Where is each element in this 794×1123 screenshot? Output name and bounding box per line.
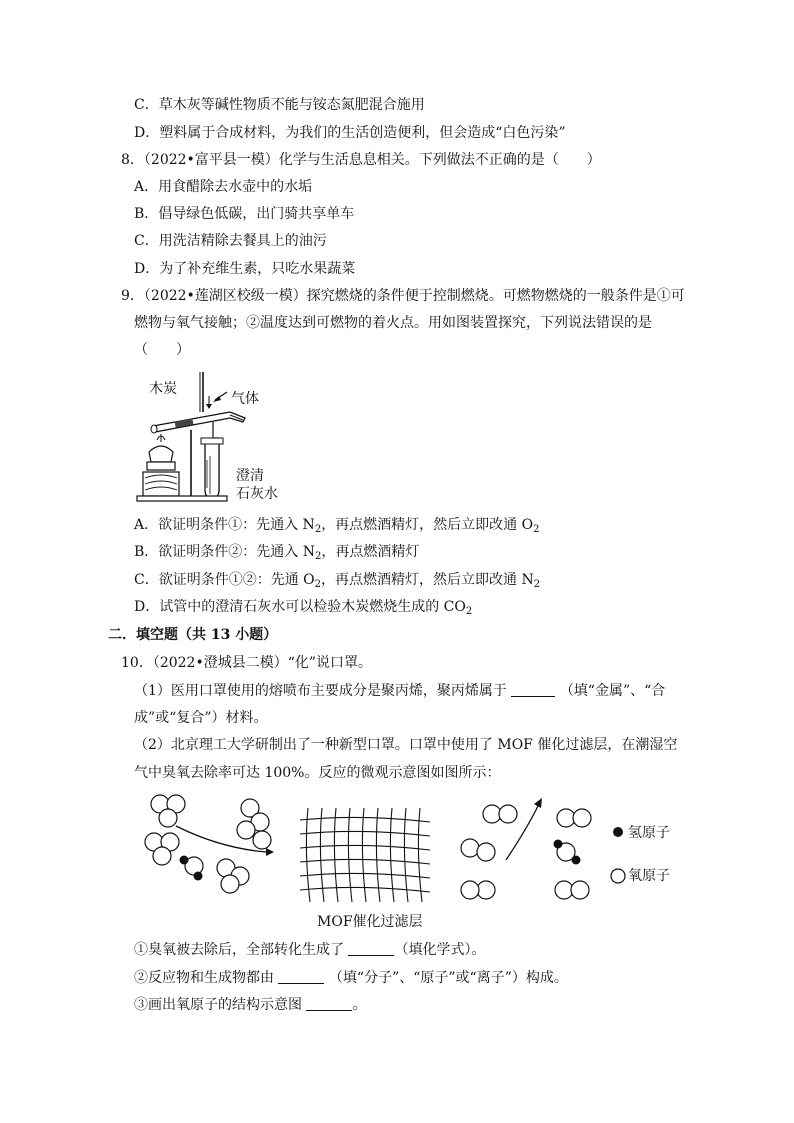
legend-hydrogen-swatch — [613, 827, 623, 837]
q10-part1: （1）医用口罩使用的熔喷布主要成分是聚丙烯，聚丙烯属于 （填“金属”、“合 — [134, 683, 666, 699]
q8-option-c: C．用洗洁精除去餐具上的油污 — [134, 233, 327, 249]
label-gas: 气体 — [231, 391, 259, 407]
q10-part2-line1: （2）北京理工大学研制出了一种新型口罩。口罩中使用了 MOF 催化过滤层，在潮湿空 — [134, 737, 678, 753]
section-title-fill-in: 二．填空题（共 13 小题） — [108, 627, 278, 643]
q9-option-d: D．试管中的澄清石灰水可以检验木炭燃烧生成的 $CO_2$ — [134, 599, 473, 617]
figure-caption-mof: MOF催化过滤层 — [317, 914, 423, 930]
label-charcoal: 木炭 — [149, 381, 177, 397]
q9-stem-line3: （ ） — [134, 342, 190, 358]
q7-option-c: C．草木灰等碱性物质不能与铵态氮肥混合施用 — [134, 97, 425, 113]
q9-option-c: C．欲证明条件①②：先通 $O_2$，再点燃酒精灯，然后立即改通 $N_2$ — [134, 572, 541, 590]
q10-stem: 10．（2022•澄城县二模）“化”说口罩。 — [121, 655, 373, 671]
label-limewater-line2: 石灰水 — [236, 486, 278, 502]
legend-oxygen-label: 氧原子 — [628, 868, 670, 884]
q9-stem-line2: 燃物与氧气接触；②温度达到可燃物的着火点。用如图装置探究，下列说法错误的是 — [134, 315, 652, 331]
legend-hydrogen-label: 氢原子 — [628, 825, 670, 841]
q9-stem-line1: 9．（2022•莲湖区校级一模）探究燃烧的条件便于控制燃烧。可燃物燃烧的一般条件是①可 — [121, 288, 685, 304]
q10-part2-line2: 气中臭氧去除率可达 100%。反应的微观示意图如图所示： — [134, 765, 501, 781]
q10-part1-line2: 成”或“复合”）材料。 — [134, 710, 268, 726]
q9-option-b: B．欲证明条件②：先通入 $N_2$，再点燃酒精灯 — [134, 544, 420, 562]
q10-sub2: ②反应物和生成物都由 （填“分子”、“原子”或“离子”）构成。 — [134, 970, 568, 986]
label-limewater-line1: 澄清 — [236, 468, 264, 484]
q10-sub3: ③画出氧原子的结构示意图 。 — [134, 997, 367, 1013]
legend-oxygen-swatch — [611, 869, 625, 883]
answer-blank[interactable] — [511, 696, 555, 697]
q8-option-a: A．用食醋除去水壶中的水垢 — [134, 179, 313, 195]
answer-blank[interactable] — [348, 955, 394, 956]
answer-blank[interactable] — [278, 983, 324, 984]
answer-blank[interactable] — [306, 1010, 352, 1011]
q8-stem: 8．（2022•富平县一模）化学与生活息息相关。下列做法不正确的是（ ） — [121, 152, 601, 168]
q9-option-a: A．欲证明条件①：先通入 $N_2$，再点燃酒精灯，然后立即改通 $O_2$ — [134, 517, 540, 535]
q7-option-d: D．塑料属于合成材料，为我们的生活创造便利，但会造成“白色污染” — [134, 125, 566, 141]
reaction-micro-diagram — [130, 790, 690, 910]
q8-option-b: B．倡导绿色低碳，出门骑共享单车 — [134, 206, 355, 222]
q8-option-d: D．为了补充维生素，只吃水果蔬菜 — [134, 261, 356, 277]
q10-sub1: ①臭氧被去除后，全部转化生成了 （填化学式）。 — [134, 942, 486, 958]
